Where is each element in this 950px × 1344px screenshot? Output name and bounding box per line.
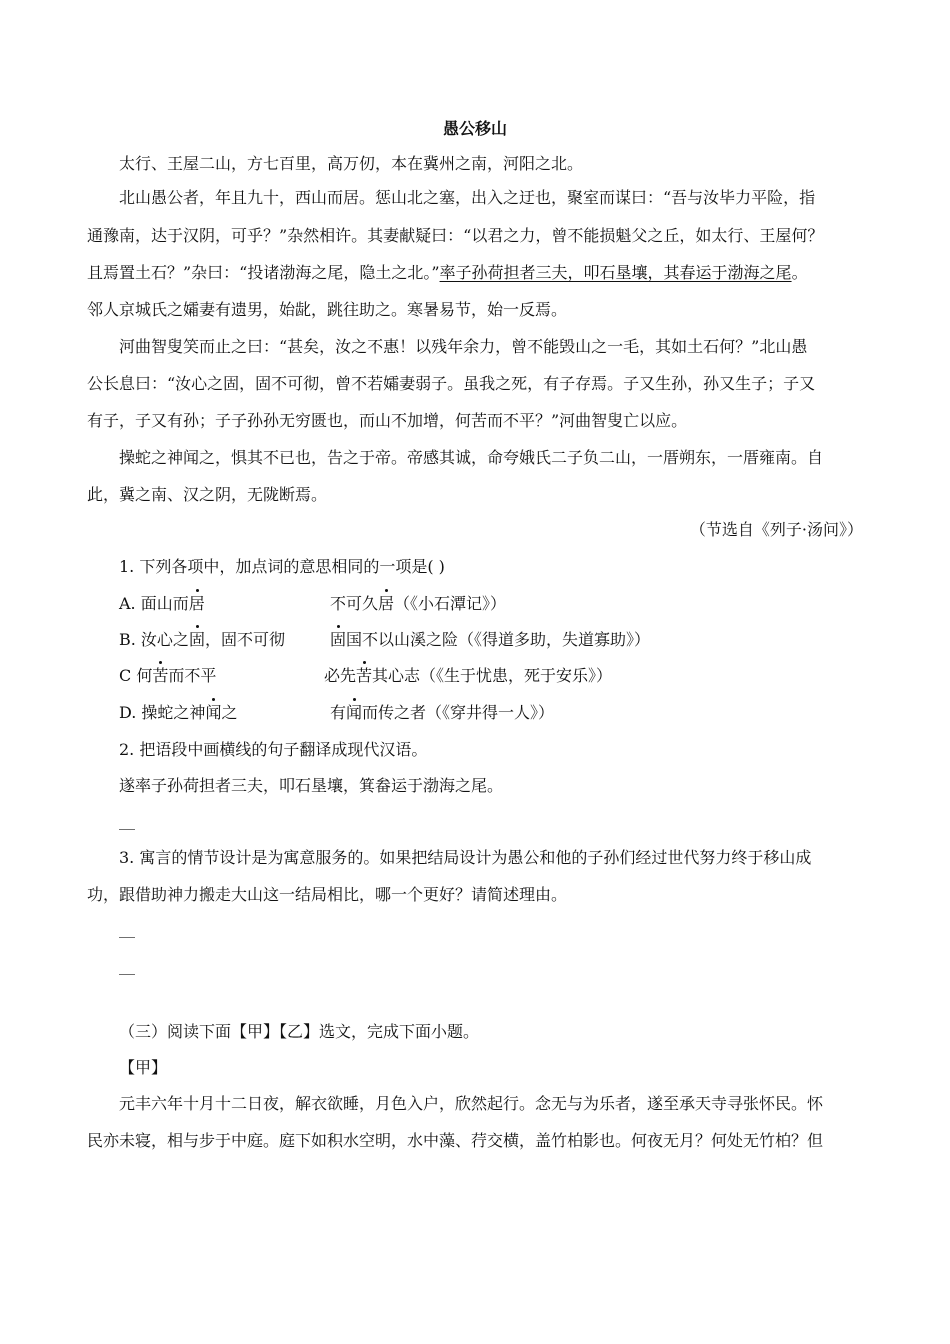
option-b-text-end: ，固不可彻	[204, 630, 285, 649]
paragraph-4-line-2: 此，冀之南、汉之阴，无陇断焉。	[87, 485, 328, 504]
section-3-jia-label: 【甲】	[119, 1058, 168, 1077]
option-b-text: B. 汝心之	[119, 630, 189, 649]
option-c-right	[324, 665, 612, 687]
option-a-ref-source: （《小石潭记》）	[394, 594, 507, 613]
option-a-text: A. 面山而	[119, 594, 189, 613]
option-a-left	[119, 593, 205, 615]
passage-title: 愚公移山	[442, 119, 507, 138]
option-a-right	[330, 593, 506, 615]
question-2: 2. 把语段中画横线的句子翻译成现代汉语。	[119, 740, 428, 759]
option-c-text-end: 而不平	[168, 666, 217, 685]
section-3-intro: （三）阅读下面【甲】【乙】选文，完成下面小题。	[119, 1022, 480, 1041]
option-c-text: C 何	[119, 666, 153, 685]
paragraph-2-line-3	[87, 262, 808, 284]
option-c-ref-source: 其心志（《生于忧患，死于安乐》）	[372, 666, 613, 685]
paragraph-1: 太行、王屋二山，方七百里，高万仞，本在冀州之南，河阳之北。	[119, 154, 584, 173]
dotted-word: 居	[188, 594, 205, 613]
option-b-left	[119, 629, 285, 651]
option-c-ref-text: 必先	[324, 666, 357, 685]
paragraph-2-line-4: 邻人京城氏之孀妻有遗男，始龀，跳往助之。寒暑易节，始一反焉。	[87, 300, 568, 319]
answer-blank-3a[interactable]: __	[119, 919, 135, 938]
option-b-ref-source: 国不以山溪之险（《得道多助，失道寡助》）	[346, 630, 651, 649]
dotted-word: 居	[378, 594, 395, 613]
dotted-word: 固	[330, 630, 347, 649]
option-c-left	[119, 665, 216, 687]
paragraph-4-line-1: 操蛇之神闻之，惧其不已也，告之于帝。帝感其诚，命夸娥氏二子负二山，一厝朔东，一厝雍南。自	[119, 448, 824, 467]
answer-blank-3b[interactable]: __	[119, 956, 135, 975]
paragraph-2-line-3-end: 。	[791, 263, 808, 282]
option-d-left	[119, 702, 237, 724]
dotted-word: 苦	[152, 666, 169, 685]
option-d-text: D. 操蛇之神	[119, 703, 206, 722]
paragraph-3-line-3: 有子，子又有孙；子子孙孙无穷匮也，而山不加增，何苦而不平？”河曲智叟亡以应。	[87, 411, 688, 430]
question-3-line-2: 功，跟借助神力搬走大山这一结局相比，哪一个更好？请简述理由。	[87, 885, 568, 904]
option-d-text-end: 之	[221, 703, 238, 722]
paragraph-2-line-3-text: 且焉置土石？”杂曰：“投诸渤海之尾，隐土之北。”	[87, 263, 440, 282]
option-d-ref-source: 而传之者（《穿井得一人》）	[362, 703, 555, 722]
dotted-word: 苦	[356, 666, 373, 685]
underlined-sentence: 率子孙荷担者三夫，叩石垦壤，其春运于渤海之尾	[439, 263, 792, 282]
paragraph-2-line-1: 北山愚公者，年且九十，西山而居。惩山北之塞，出入之迂也，聚室而谋曰：“吾与汝毕力平险，指	[119, 188, 816, 207]
option-d-ref-text: 有	[330, 703, 347, 722]
dotted-word: 闻	[205, 703, 222, 722]
paragraph-3-line-1: 河曲智叟笑而止之曰：“甚矣，汝之不惠！以残年余力，曾不能毁山之一毛，其如土石何？”北山愚	[119, 337, 808, 356]
dotted-word: 固	[188, 630, 205, 649]
paragraph-3-line-2: 公长息曰：“汝心之固，固不可彻，曾不若孀妻弱子。虽我之死，有子存焉。子又生孙，孙又生子；子又	[87, 374, 816, 393]
option-a-ref-text: 不可久	[330, 594, 379, 613]
dotted-word: 闻	[346, 703, 363, 722]
answer-blank-2[interactable]: __	[119, 811, 135, 830]
question-2-sentence: 遂率子孙荷担者三夫，叩石垦壤，箕畚运于渤海之尾。	[119, 776, 504, 795]
source-citation: （节选自《列子·汤问》）	[689, 520, 863, 539]
section-3-line-1: 元丰六年十月十二日夜，解衣欲睡，月色入户，欣然起行。念无与为乐者，遂至承天寺寻张怀民。怀	[119, 1094, 824, 1113]
section-3-line-2: 民亦未寝，相与步于中庭。庭下如积水空明，水中藻、荇交横，盖竹柏影也。何夜无月？何处无竹柏？但	[87, 1131, 824, 1150]
option-d-right	[330, 702, 554, 724]
option-b-right	[330, 629, 650, 651]
question-3-line-1: 3. 寓言的情节设计是为寓意服务的。如果把结局设计为愚公和他的子孙们经过世代努力终于移山成	[119, 848, 812, 867]
question-1: 1. 下列各项中，加点词的意思相同的一项是( )	[119, 557, 445, 576]
paragraph-2-line-2: 通豫南，达于汉阴，可乎？”杂然相许。其妻献疑曰：“以君之力，曾不能损魁父之丘，如太行、王屋何？	[87, 226, 824, 245]
